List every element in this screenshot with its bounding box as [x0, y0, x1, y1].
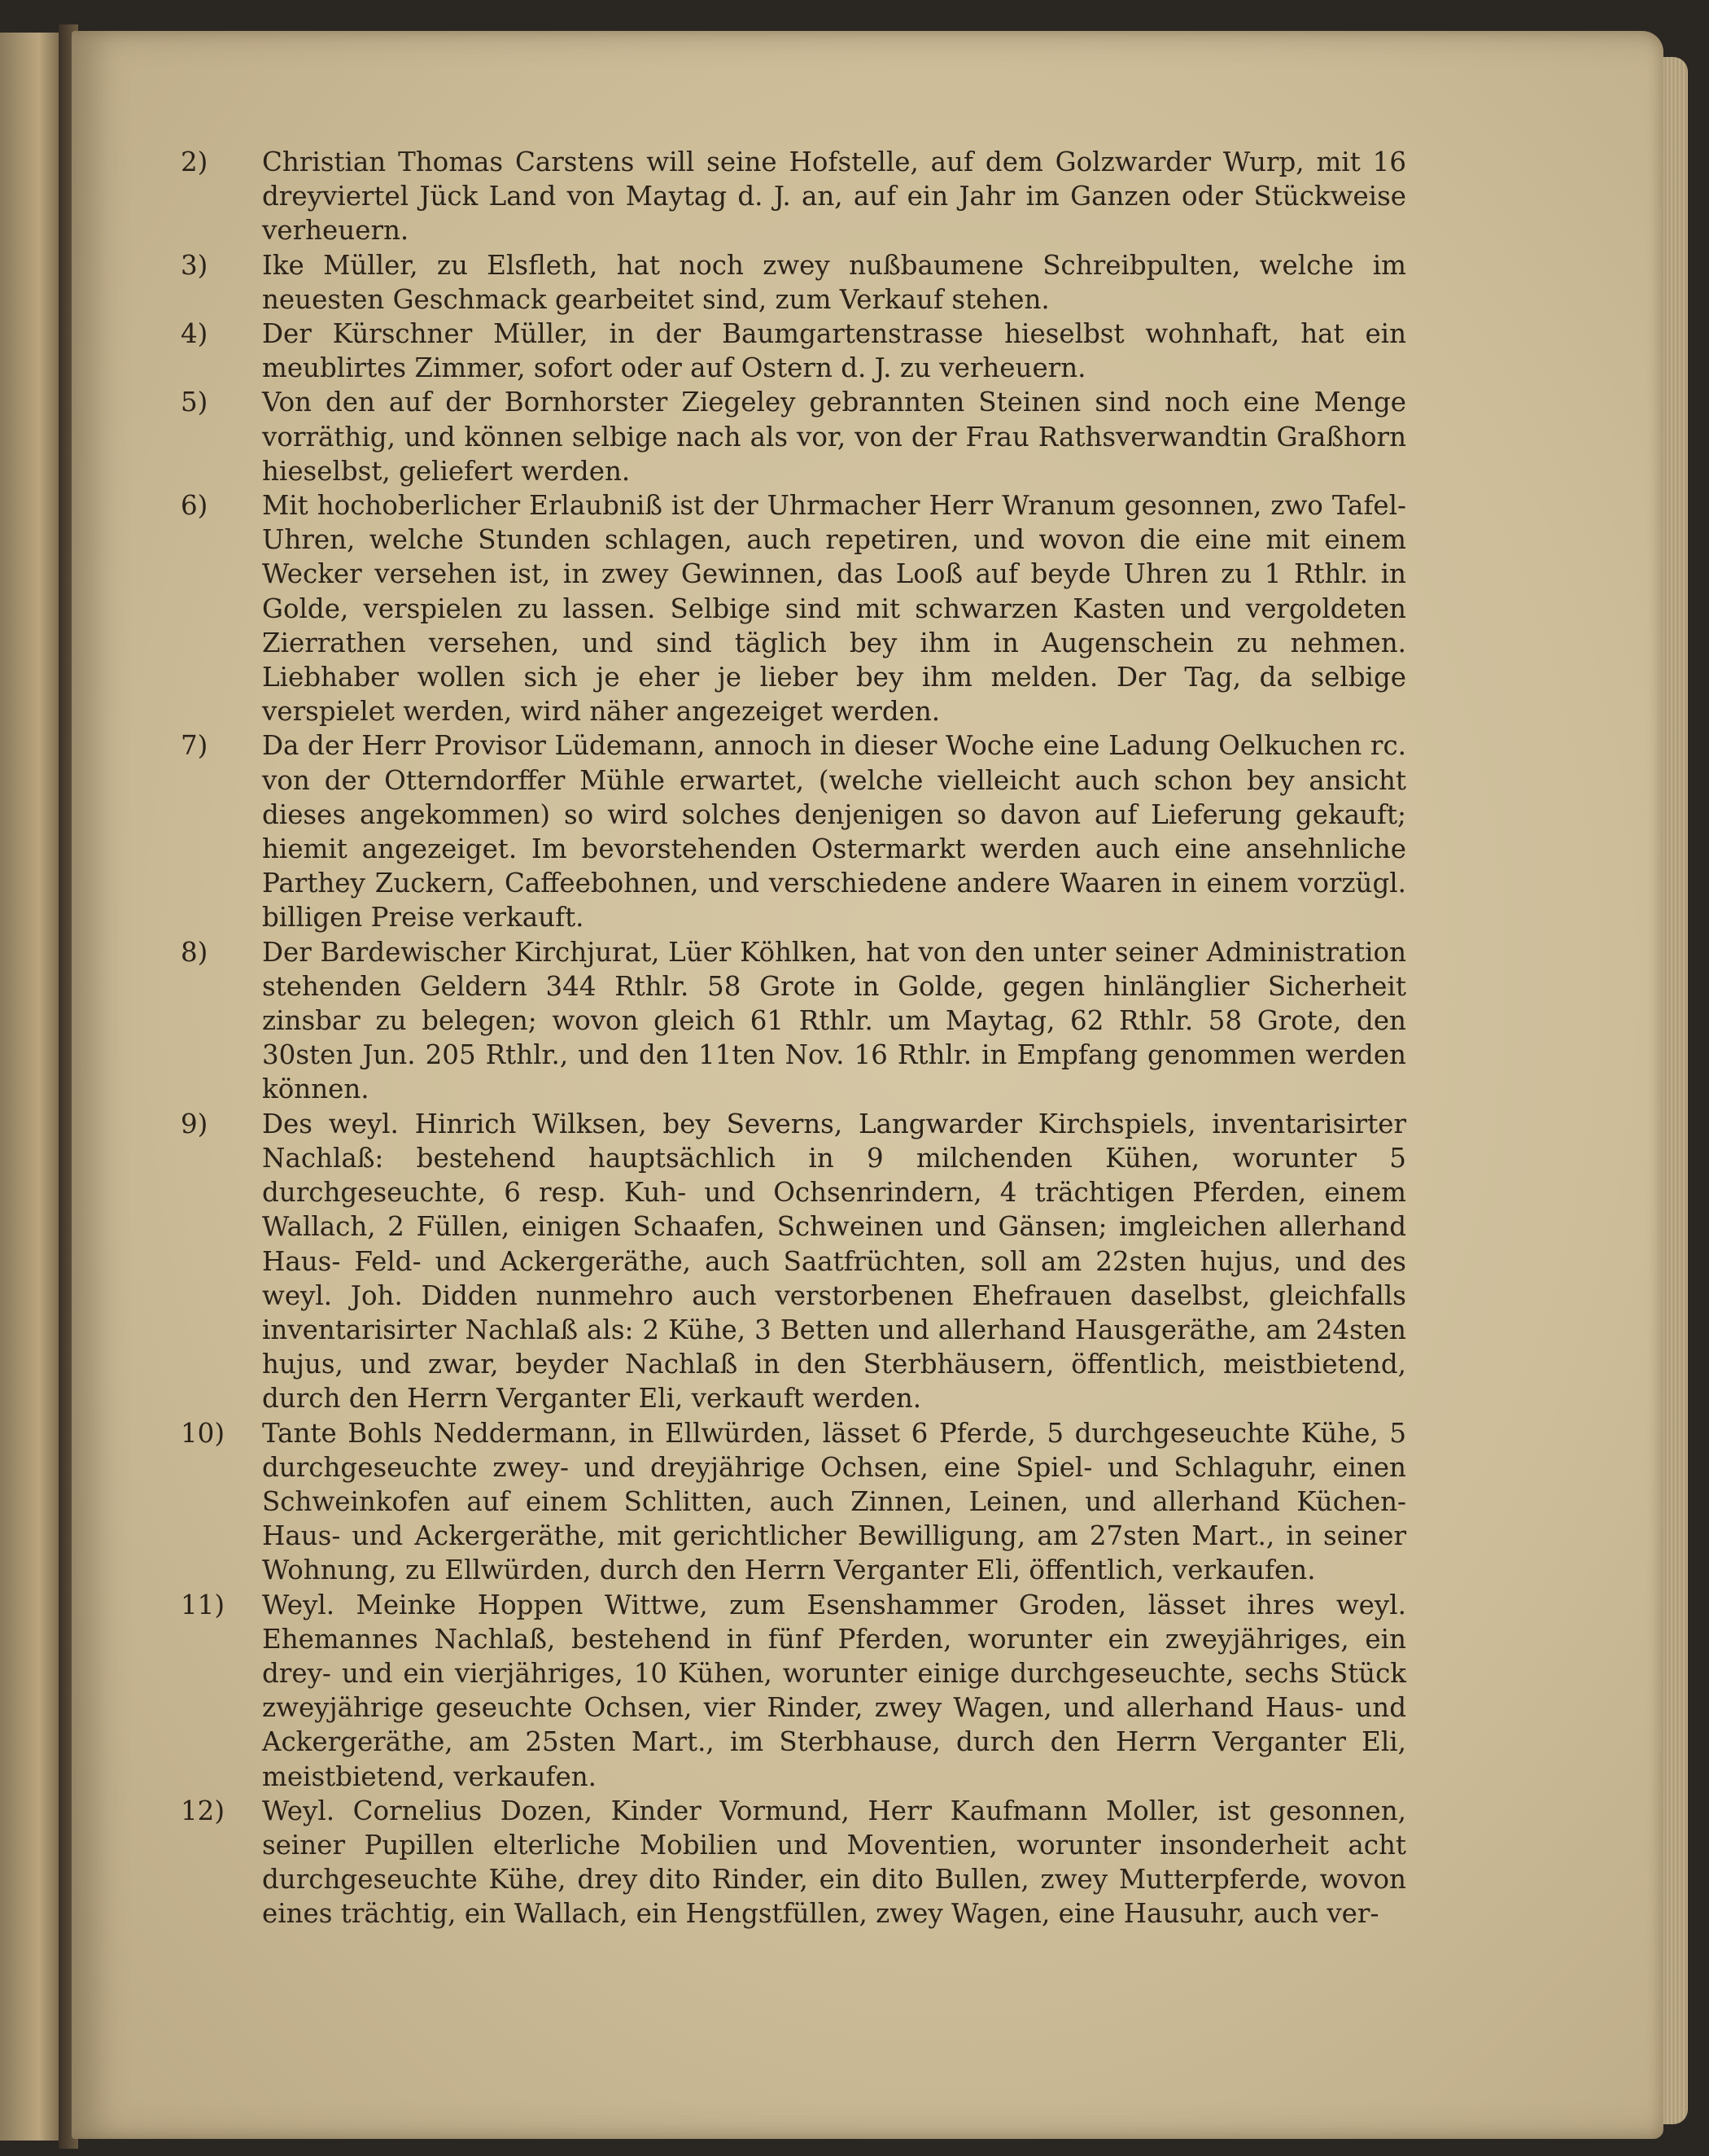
item-text: Ike Müller, zu Elsfleth, hat noch zwey nußbaumene Schreibpulten, welche im neuesten Geschmack gearbeitet sind, zum Verkauf stehen.	[262, 249, 1406, 315]
item-number: 12)	[181, 1795, 225, 1826]
item-text: Da der Herr Provisor Lüdemann, annoch in dieser Woche eine Ladung Oelkuchen rc. von der Otterndorffer Mühle erwartet, (welche vielleicht auch schon bey ansicht dieses angekommen) so wird solches denjenigen so davon auf Lieferung gekauft; hiemit angezeiget. Im bevorstehenden Ostermarkt werden auch eine ansehnliche Parthey Zuckern, Caffeebohnen, und verschiedene andere Waaren in einem vorzügl. billigen Preise verkauft.	[262, 730, 1406, 934]
list-item	[181, 1794, 1406, 1931]
item-number: 3)	[181, 249, 208, 281]
list-item	[181, 317, 1406, 385]
item-number: 10)	[181, 1417, 225, 1449]
left-page-edge	[0, 33, 65, 2141]
notice-list	[181, 145, 1406, 1931]
item-text: Weyl. Meinke Hoppen Wittwe, zum Esenshammer Groden, lässet ihres weyl. Ehemannes Nachlaß, bestehend in fünf Pferden, worunter ein zweyjähriges, ein drey- und ein vierjähriges, 10 Kühen, worunter einige durchgeseuchte, sechs Stück zweyjährige geseuchte Ochsen, vier Rinder, zwey Wagen, und allerhand Haus- und Ackergeräthe, am 25sten Mart., im Sterbhause, durch den Herrn Verganter Eli, meistbietend, verkaufen.	[262, 1589, 1406, 1792]
item-number: 7)	[181, 730, 208, 762]
item-text: Mit hochoberlicher Erlaubniß ist der Uhrmacher Herr Wranum gesonnen, zwo Tafel-Uhren, welche Stunden schlagen, auch repetiren, und wovon die eine mit einem Wecker versehen ist, in zwey Gewinnen, das Looß auf beyde Uhren zu 1 Rthlr. in Golde, verspielen zu lassen. Selbige sind mit schwarzen Kasten und vergoldeten Zierrathen versehen, und sind täglich bey ihm in Augenschein zu nehmen. Liebhaber wollen sich je eher je lieber bey ihm melden. Der Tag, da selbige verspielet werden, wird näher angezeiget werden.	[262, 490, 1406, 728]
item-number: 5)	[181, 387, 208, 418]
list-item	[181, 728, 1406, 934]
item-text: Der Bardewischer Kirchjurat, Lüer Köhlken, hat von den unter seiner Administration stehenden Geldern 344 Rthlr. 58 Grote in Golde, gegen hinlänglier Sicherheit zinsbar zu belegen; wovon gleich 61 Rthlr. um Maytag, 62 Rthlr. 58 Grote, den 30sten Jun. 205 Rthlr., und den 11ten Nov. 16 Rthlr. in Empfang genommen werden können.	[262, 936, 1406, 1105]
list-item	[181, 488, 1406, 728]
list-item	[181, 385, 1406, 488]
list-item	[181, 145, 1406, 248]
item-text: Der Kürschner Müller, in der Baumgartenstrasse hieselbst wohnhaft, hat ein meublirtes Zimmer, sofort oder auf Ostern d. J. zu verheuern.	[262, 318, 1406, 384]
item-number: 6)	[181, 490, 208, 522]
list-item	[181, 1107, 1406, 1416]
item-text: Christian Thomas Carstens will seine Hofstelle, auf dem Golzwarder Wurp, mit 16 dreyviertel Jück Land von Maytag d. J. an, auf ein Jahr im Ganzen oder Stückweise verheuern.	[262, 147, 1406, 247]
item-number: 8)	[181, 936, 208, 968]
item-number: 2)	[181, 147, 208, 177]
item-text: Des weyl. Hinrich Wilksen, bey Severns, Langwarder Kirchspiels, inventarisirter Nachlaß: bestehend hauptsächlich in 9 milchenden Kühen, worunter 5 durchgeseuchte, 6 resp. Kuh- und Ochsenrindern, 4 trächtigen Pferden, einem Wallach, 2 Füllen, einigen Schaafen, Schweinen und Gänsen; imgleichen allerhand Haus- Feld- und Ackergeräthe, auch Saatfrüchten, soll am 22sten hujus, und des weyl. Joh. Didden nunmehro auch verstorbenen Ehefrauen daselbst, gleichfalls inventarisirter Nachlaß als: 2 Kühe, 3 Betten und allerhand Hausgeräthe, am 24sten hujus, und zwar, beyder Nachlaß in den Sterbhäusern, öffentlich, meistbietend, durch den Herrn Verganter Eli, verkauft werden.	[262, 1108, 1406, 1415]
list-item	[181, 1416, 1406, 1588]
list-item	[181, 248, 1406, 317]
item-number: 9)	[181, 1108, 208, 1139]
item-number: 11)	[181, 1589, 225, 1620]
list-item	[181, 1588, 1406, 1794]
item-text: Weyl. Cornelius Dozen, Kinder Vormund, Herr Kaufmann Moller, ist gesonnen, seiner Pupillen elterliche Mobilien und Moventien, worunter insonderheit acht durchgeseuchte Kühe, drey dito Rinder, ein dito Bullen, zwey Mutterpferde, wovon eines trächtig, ein Wallach, ein Hengstfüllen, zwey Wagen, eine Hausuhr, auch ver-	[262, 1795, 1406, 1930]
item-number: 4)	[181, 318, 208, 350]
item-text: Von den auf der Bornhorster Ziegeley gebrannten Steinen sind noch eine Menge vorräthig, und können selbige nach als vor, von der Frau Rathsverwandtin Graßhorn hieselbst, geliefert werden.	[262, 387, 1406, 487]
list-item	[181, 935, 1406, 1107]
item-text: Tante Bohls Neddermann, in Ellwürden, lässet 6 Pferde, 5 durchgeseuchte Kühe, 5 durchgeseuchte zwey- und dreyjährige Ochsen, eine Spiel- und Schlaguhr, einen Schweinkofen auf einem Schlitten, auch Zinnen, Leinen, und allerhand Küchen- Haus- und Ackergeräthe, mit gerichtlicher Bewilligung, am 27sten Mart., in seiner Wohnung, zu Ellwürden, durch den Herrn Verganter Eli, öffentlich, verkaufen.	[262, 1417, 1406, 1586]
